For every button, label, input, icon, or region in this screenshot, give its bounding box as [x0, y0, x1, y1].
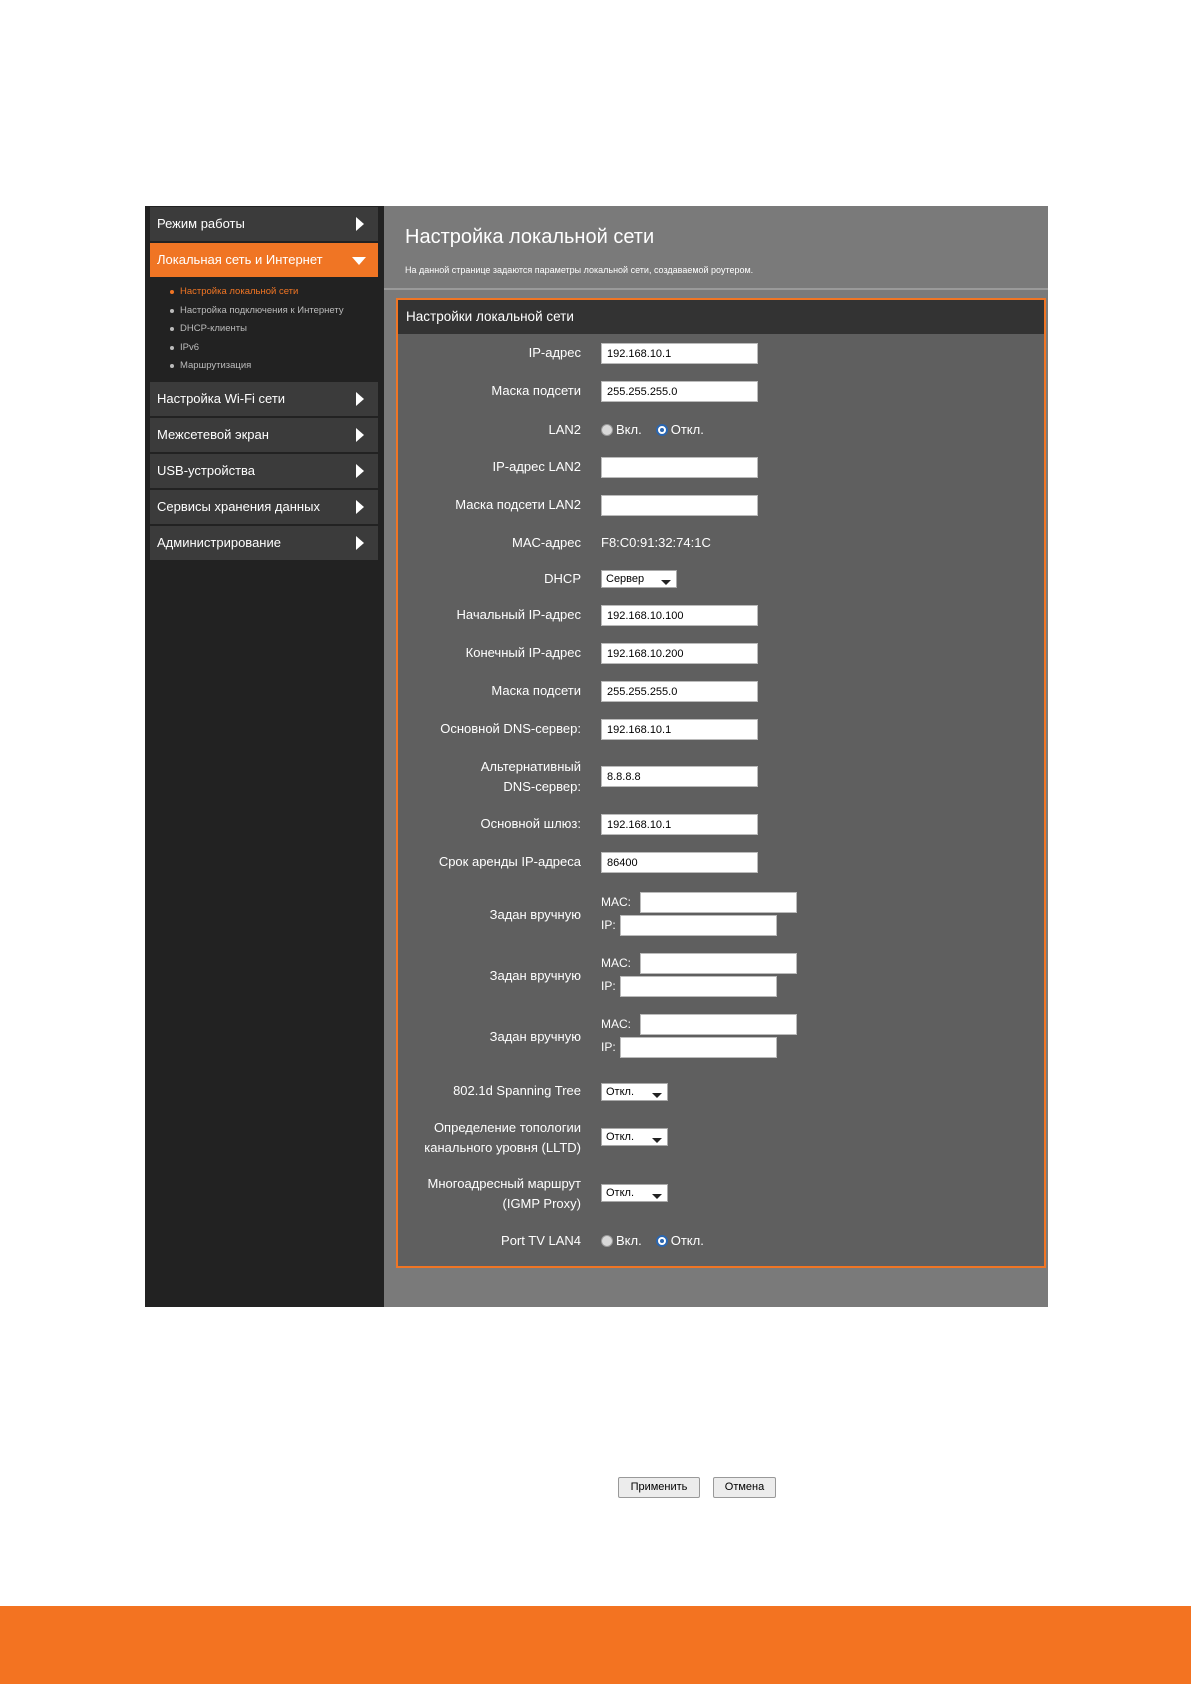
submenu-item-internet-connection[interactable]: Настройка подключения к Интернету	[170, 302, 384, 321]
lan2-on-radio[interactable]	[601, 424, 613, 436]
stp-label: 802.1d Spanning Tree	[453, 1083, 581, 1098]
ip-address-input[interactable]	[601, 343, 758, 364]
mask-lan2-input[interactable]	[601, 495, 758, 516]
manual-ip-label: IP:	[601, 1040, 616, 1054]
port-tv-radio-group	[601, 1231, 718, 1251]
dhcp-row	[398, 569, 1044, 587]
lltd-label-line2: канального уровня (LLTD)	[424, 1140, 581, 1155]
manual-ip-input-1[interactable]	[620, 915, 777, 936]
dhcp-mask-label: Маска подсети	[491, 683, 581, 698]
dhcp-select-value: Сервер	[606, 573, 645, 585]
main-content	[384, 206, 1048, 1307]
igmp-label-line1: Многоадресный маршрут	[427, 1176, 581, 1191]
manual-mac-label: MAC:	[601, 956, 631, 970]
chevron-right-icon	[356, 500, 364, 514]
ip-address-label: IP-адрес	[528, 345, 581, 360]
chevron-down-icon	[352, 257, 366, 265]
sidebar	[145, 206, 384, 1307]
submenu-item-routing[interactable]: Маршрутизация	[170, 357, 384, 376]
page-description: На данной странице задаются параметры локальной сети, создаваемой роутером.	[405, 265, 754, 275]
manual-ip-label: IP:	[601, 979, 616, 993]
gateway-label: Основной шлюз:	[480, 816, 581, 831]
sidebar-item-label: Администрирование	[157, 534, 281, 550]
lan-settings-panel	[396, 298, 1046, 1268]
lltd-select-value: Откл.	[606, 1131, 635, 1143]
manual-mac-input-3[interactable]	[640, 1014, 797, 1035]
chevron-right-icon	[356, 217, 364, 231]
sidebar-item-label: USB-устройства	[157, 462, 256, 478]
chevron-down-icon	[652, 1138, 662, 1143]
sidebar-item-label: Локальная сеть и Интернет	[157, 252, 323, 267]
sidebar-item-wifi[interactable]	[150, 382, 378, 416]
gateway-input[interactable]	[601, 814, 758, 835]
port-tv-label: Port TV LAN4	[501, 1233, 581, 1248]
submenu-item-lan-settings[interactable]: Настройка локальной сети	[170, 283, 384, 302]
footer-accent-bar	[0, 1606, 1191, 1684]
sidebar-item-mode[interactable]	[150, 207, 378, 241]
dns1-input[interactable]	[601, 719, 758, 740]
chevron-right-icon	[356, 428, 364, 442]
subnet-mask-input[interactable]	[601, 381, 758, 402]
stp-select-value: Откл.	[606, 1086, 635, 1098]
chevron-down-icon	[652, 1194, 662, 1199]
lan2-radio-group	[601, 420, 718, 440]
end-ip-input[interactable]	[601, 643, 758, 664]
mac-address-value: F8:C0:91:32:74:1C	[601, 535, 711, 550]
lease-label: Срок аренды IP-адреса	[438, 854, 581, 869]
panel-title: Настройки локальной сети	[398, 300, 1044, 334]
manual-binding-label: Задан вручную	[489, 1029, 581, 1044]
dhcp-label: DHCP	[544, 571, 581, 586]
port-tv-on-radio[interactable]	[601, 1235, 613, 1247]
manual-binding-label: Задан вручную	[489, 907, 581, 922]
sidebar-item-admin[interactable]	[150, 526, 378, 560]
lan2-off-radio[interactable]	[656, 424, 668, 436]
manual-mac-input-1[interactable]	[640, 892, 797, 913]
dhcp-mask-input[interactable]	[601, 681, 758, 702]
apply-button[interactable]: Применить	[618, 1477, 700, 1498]
dns2-label-line1: Альтернативный	[480, 759, 581, 774]
port-tv-off-radio[interactable]	[656, 1235, 668, 1247]
dns2-label-line2: DNS-сервер:	[503, 779, 581, 794]
sidebar-item-firewall[interactable]	[150, 418, 378, 452]
sidebar-item-label: Сервисы хранения данных	[157, 498, 320, 514]
start-ip-label: Начальный IP-адрес	[456, 607, 581, 622]
lan2-on-label: Вкл.	[616, 422, 642, 437]
dns1-label: Основной DNS-сервер:	[440, 721, 581, 736]
lan2-off-label: Откл.	[670, 422, 704, 437]
mac-address-label: MAC-адрес	[512, 535, 581, 550]
dns2-input[interactable]	[601, 766, 758, 787]
lltd-label-line1: Определение топологии	[433, 1120, 581, 1135]
submenu-item-dhcp-clients[interactable]: DHCP-клиенты	[170, 320, 384, 339]
dhcp-select[interactable]	[601, 570, 677, 588]
port-tv-on-label: Вкл.	[616, 1233, 642, 1248]
sidebar-item-label: Межсетевой экран	[157, 426, 269, 442]
sidebar-item-label: Режим работы	[157, 216, 245, 231]
manual-mac-input-2[interactable]	[640, 953, 797, 974]
sidebar-item-lan-internet[interactable]	[150, 243, 378, 277]
igmp-select-value: Откл.	[606, 1187, 635, 1199]
igmp-select[interactable]	[601, 1184, 668, 1202]
end-ip-label: Конечный IP-адрес	[465, 645, 581, 660]
manual-mac-label: MAC:	[601, 895, 631, 909]
stp-row	[398, 1081, 1044, 1099]
lease-input[interactable]	[601, 852, 758, 873]
sidebar-item-storage[interactable]	[150, 490, 378, 524]
lan2-label: LAN2	[548, 422, 581, 437]
chevron-right-icon	[356, 464, 364, 478]
start-ip-input[interactable]	[601, 605, 758, 626]
port-tv-off-label: Откл.	[670, 1233, 704, 1248]
subnet-mask-label: Маска подсети	[491, 383, 581, 398]
ip-lan2-label: IP-адрес LAN2	[492, 459, 581, 474]
chevron-right-icon	[356, 392, 364, 406]
igmp-row	[398, 1174, 1044, 1211]
stp-select[interactable]	[601, 1083, 668, 1101]
manual-binding-label: Задан вручную	[489, 968, 581, 983]
cancel-button[interactable]: Отмена	[713, 1477, 776, 1498]
manual-ip-input-2[interactable]	[620, 976, 777, 997]
ip-lan2-input[interactable]	[601, 457, 758, 478]
manual-ip-label: IP:	[601, 918, 616, 932]
sidebar-item-usb[interactable]	[150, 454, 378, 488]
igmp-label-line2: (IGMP Proxy)	[502, 1196, 581, 1211]
sidebar-item-label: Настройка Wi-Fi сети	[157, 390, 286, 406]
chevron-down-icon	[652, 1093, 662, 1098]
page-header	[384, 206, 1048, 290]
submenu-item-ipv6[interactable]: IPv6	[170, 339, 384, 358]
chevron-down-icon	[661, 580, 671, 585]
lltd-row	[398, 1118, 1044, 1155]
sidebar-submenu	[145, 279, 384, 382]
page-title: Настройка локальной сети	[405, 226, 655, 248]
mask-lan2-label: Маска подсети LAN2	[455, 497, 581, 512]
router-admin-window	[145, 206, 1048, 1493]
manual-mac-label: MAC:	[601, 1017, 631, 1031]
manual-ip-input-3[interactable]	[620, 1037, 777, 1058]
chevron-right-icon	[356, 536, 364, 550]
lltd-select[interactable]	[601, 1128, 668, 1146]
